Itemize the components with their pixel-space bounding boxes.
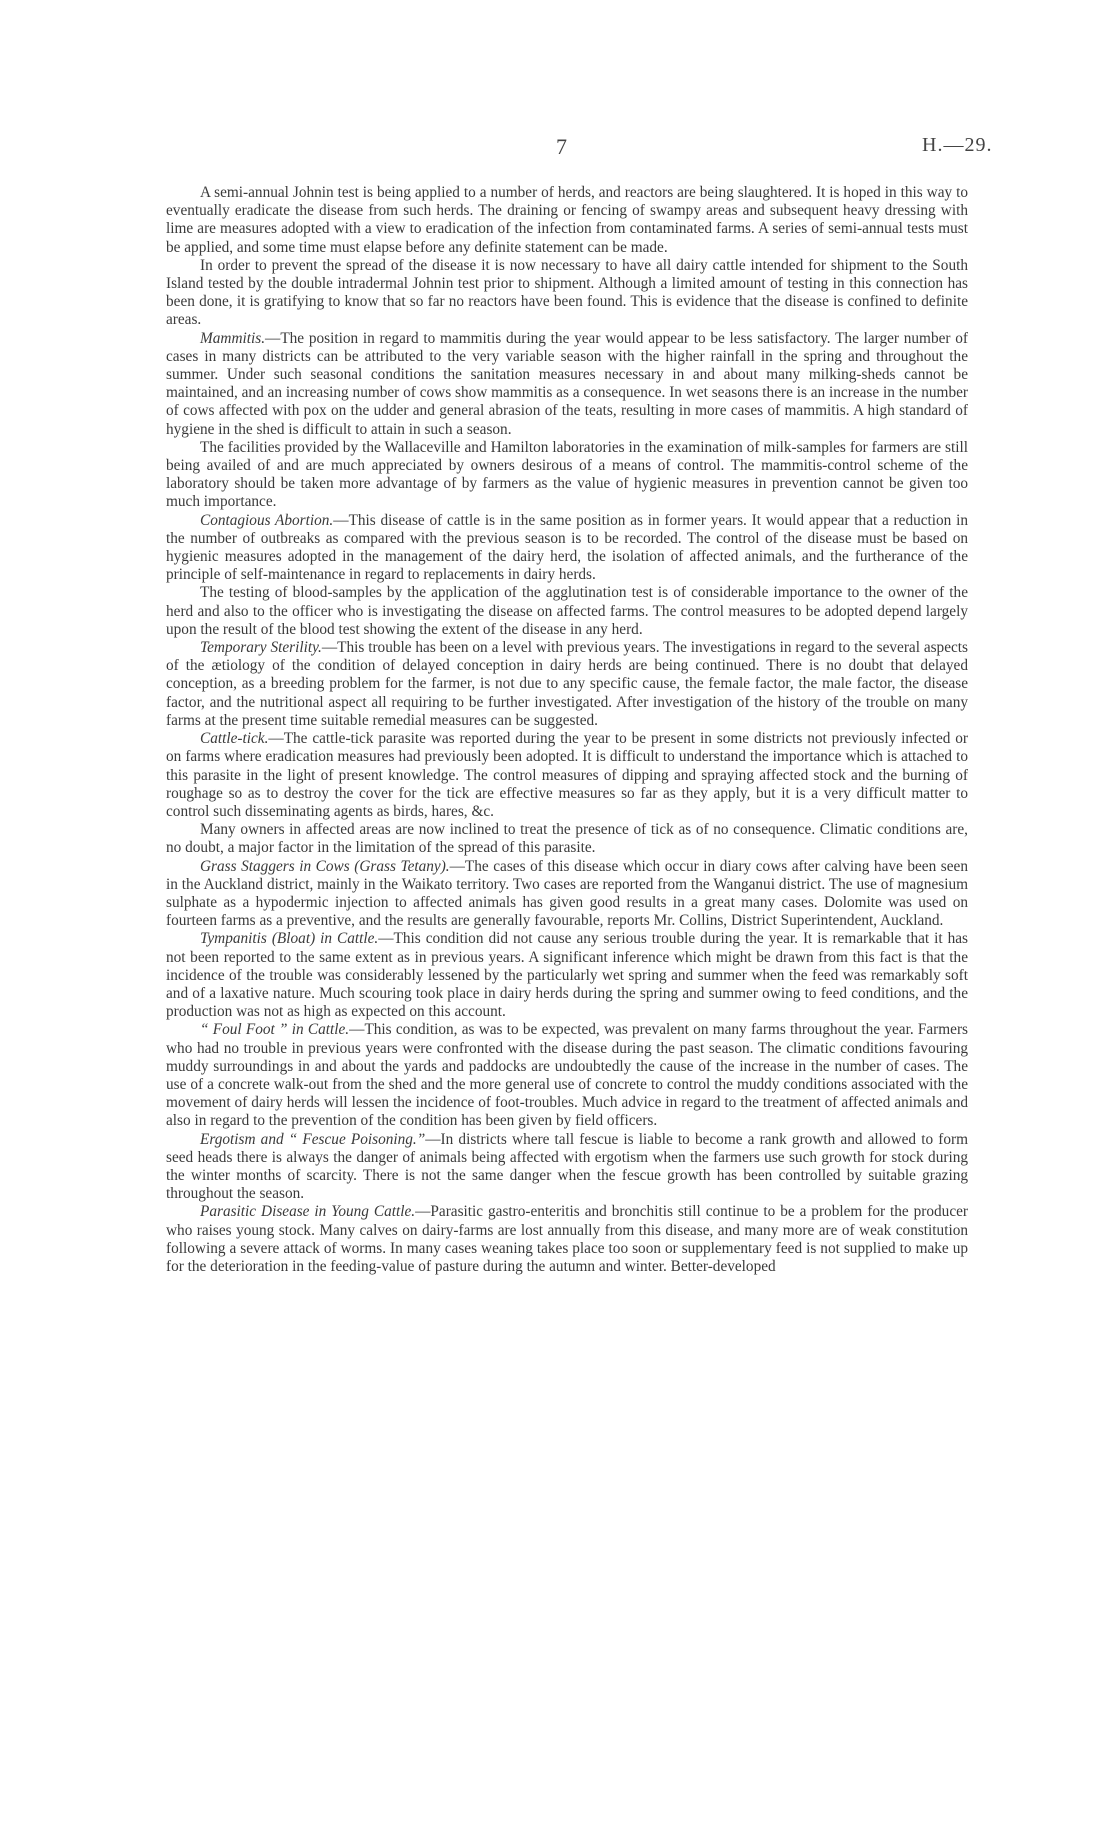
paragraph-text: —The cases of this disease which occur in diary cows after calving have been seen in the Auckland district, mainly in the Waikato territory. Two cases are reported from the Wanganui district. The use of magnesium sulphate as a hypodermic injection to affected animals has given good results in a great many cases. Dolomite was used on fourteen farms as a preventive, and the results are generally favourable, reports Mr. Collins, District Superintendent, Auckland.: [166, 857, 968, 930]
paragraph-heading: Tympanitis (Bloat) in Cattle.: [200, 930, 379, 948]
paragraph: [166, 1131, 968, 1204]
paragraph: [166, 858, 968, 931]
paragraph-heading: Cattle-tick.: [200, 730, 269, 748]
paragraph-text: —The position in regard to mammitis during the year would appear to be less satisfactory. The larger number of cases in many districts can be attributed to the very variable season with the higher rainfall in the spring and throughout the summer. Under such seasonal conditions the sanitation measures necessary in and about many milking-sheds cannot be maintained, and an increasing number of cows show mammitis as a consequence. In wet seasons there is an increase in the number of cows affected with pox on the udder and general abrasion of the teats, resulting in more cases of mammitis. A high standard of hygiene in the shed is difficult to attain in such a season.: [166, 329, 968, 438]
paragraph-text: —This trouble has been on a level with previous years. The investigations in regard to the several aspects of the ætiology of the condition of delayed conception in dairy herds are being continued. There is no doubt that delayed conception, as a breeding problem for the farmer, is not due to any specific cause, the female factor, the male factor, the disease factor, and the nutritional aspect all requiring to be further investigated. After investigation of the history of the trouble on many farms at the present time suitable remedial measures can be suggested.: [166, 639, 968, 729]
paragraph: [166, 639, 968, 730]
paragraph: [166, 821, 968, 857]
paragraph: [166, 930, 968, 1021]
paragraph: [166, 439, 968, 512]
paragraph: [166, 257, 968, 330]
paragraph-text: —The cattle-tick parasite was reported during the year to be present in some districts not previously infected or on farms where eradication measures had previously been adopted. It is difficult to understand the importance which is attached to this parasite in the light of present knowledge. The control measures of dipping and spraying affected stock and the burning of roughage so as to destroy the cover for the tick are effective measures so far as they apply, but it is a very difficult matter to control such disseminating agents as birds, hares, &c.: [166, 730, 968, 820]
document-code: H.—29.: [922, 134, 993, 156]
paragraph-text: —This disease of cattle is in the same position as in former years. It would appear that a reduction in the number of outbreaks as compared with the previous season is to be recorded. The control of the disease must be based on hygienic measures adopted in the management of the dairy herd, the isolation of affected animals, and the furtherance of the principle of self-maintenance in regard to replacements in dairy herds.: [166, 511, 968, 584]
paragraph: [166, 584, 968, 639]
paragraph-text: —This condition did not cause any serious trouble during the year. It is remarkable that it has not been reported to the same extent as in previous years. A significant inference which might be drawn from this fact is that the incidence of the trouble was considerably lessened by the particularly wet spring and summer when the feed was remarkably soft and of a laxative nature. Much scouring took place in dairy herds during the spring and summer owing to feed conditions, and the production was not as high as expected on this account.: [166, 930, 968, 1021]
paragraph-heading: Mammitis.: [200, 329, 266, 347]
paragraph-text: The testing of blood-samples by the application of the agglutination test is of considerable importance to the owner of the herd and also to the officer who is investigating the disease on affected farms. The control measures to be adopted depend largely upon the result of the blood test showing the extent of the disease in any herd.: [166, 584, 968, 638]
paragraph-text: —In districts where tall fescue is liable to become a rank growth and allowed to form seed heads there is always the danger of animals being affected with ergotism when the farmers use such growth for stock during the winter months of scarcity. There is not the same danger when the fescue growth has been controlled by suitable grazing throughout the season.: [166, 1130, 968, 1203]
paragraph-text: —Parasitic gastro-enteritis and bronchitis still continue to be a problem for the producer who raises young stock. Many calves on dairy-farms are lost annually from this disease, and many more are of weak constitution following a severe attack of worms. In many cases weaning takes place too soon or supplementary feed is not supplied to make up for the deterioration in the feeding-value of pasture during the autumn and winter. Better-developed: [166, 1203, 968, 1275]
paragraph-heading: Grass Staggers in Cows (Grass Tetany).: [200, 857, 450, 875]
paragraph: [166, 330, 968, 439]
paragraph-heading: Ergotism and “ Fescue Poisoning.”: [200, 1130, 426, 1148]
paragraph-text: The facilities provided by the Wallaceville and Hamilton laboratories in the examination of milk-samples for farmers are still being availed of and are much appreciated by owners desirous of a means of control. The mammitis-control scheme of the laboratory should be taken more advantage of by farmers as the value of hygienic measures in prevention cannot be given too much importance.: [166, 438, 968, 511]
paragraph: [166, 730, 968, 821]
paragraph-text: —This condition, as was to be expected, was prevalent on many farms throughout the year. Farmers who had no trouble in previous years were confronted with the disease during the past season. The climatic conditions favouring muddy surroundings in and about the yards and paddocks are undoubtedly the cause of the increase in the number of cases. The use of a concrete walk-out from the shed and the more general use of concrete to control the muddy conditions associated with the movement of dairy herds will lessen the incidence of foot-troubles. Much advice in regard to the treatment of affected animals and also in regard to the prevention of the condition has been given by field officers.: [166, 1021, 969, 1130]
paragraph: [166, 184, 968, 257]
paragraph: [166, 512, 968, 585]
paragraph-text: Many owners in affected areas are now inclined to treat the presence of tick as of no consequence. Climatic conditions are, no doubt, a major factor in the limitation of the spread of this parasite.: [166, 821, 968, 857]
paragraph: [166, 1203, 968, 1276]
paragraph-heading: Parasitic Disease in Young Cattle.: [200, 1203, 416, 1221]
paragraph-text: A semi-annual Johnin test is being applied to a number of herds, and reactors are being slaughtered. It is hoped in this way to eventually eradicate the disease from such herds. The draining or fencing of swampy areas and subsequent heavy dressing with lime are measures adopted with a view to eradication of the infection from contaminated farms. A series of semi-annual tests must be applied, and some time must elapse before any definite statement can be made.: [166, 184, 968, 256]
paragraph-heading: “ Foul Foot ” in Cattle.: [200, 1021, 350, 1039]
paragraph-heading: Temporary Sterility.: [200, 639, 322, 657]
paragraph-text: In order to prevent the spread of the disease it is now necessary to have all dairy cattle intended for shipment to the South Island tested by the double intradermal Johnin test prior to shipment. Although a limited amount of testing in this connection has been done, it is gratifying to know that so far no reactors have been found. This is evidence that the disease is confined to definite areas.: [166, 256, 968, 329]
paragraph: [166, 1021, 968, 1130]
paragraph-heading: Contagious Abortion.: [200, 511, 334, 529]
page-number: 7: [556, 134, 567, 159]
body-text: [166, 184, 968, 1276]
